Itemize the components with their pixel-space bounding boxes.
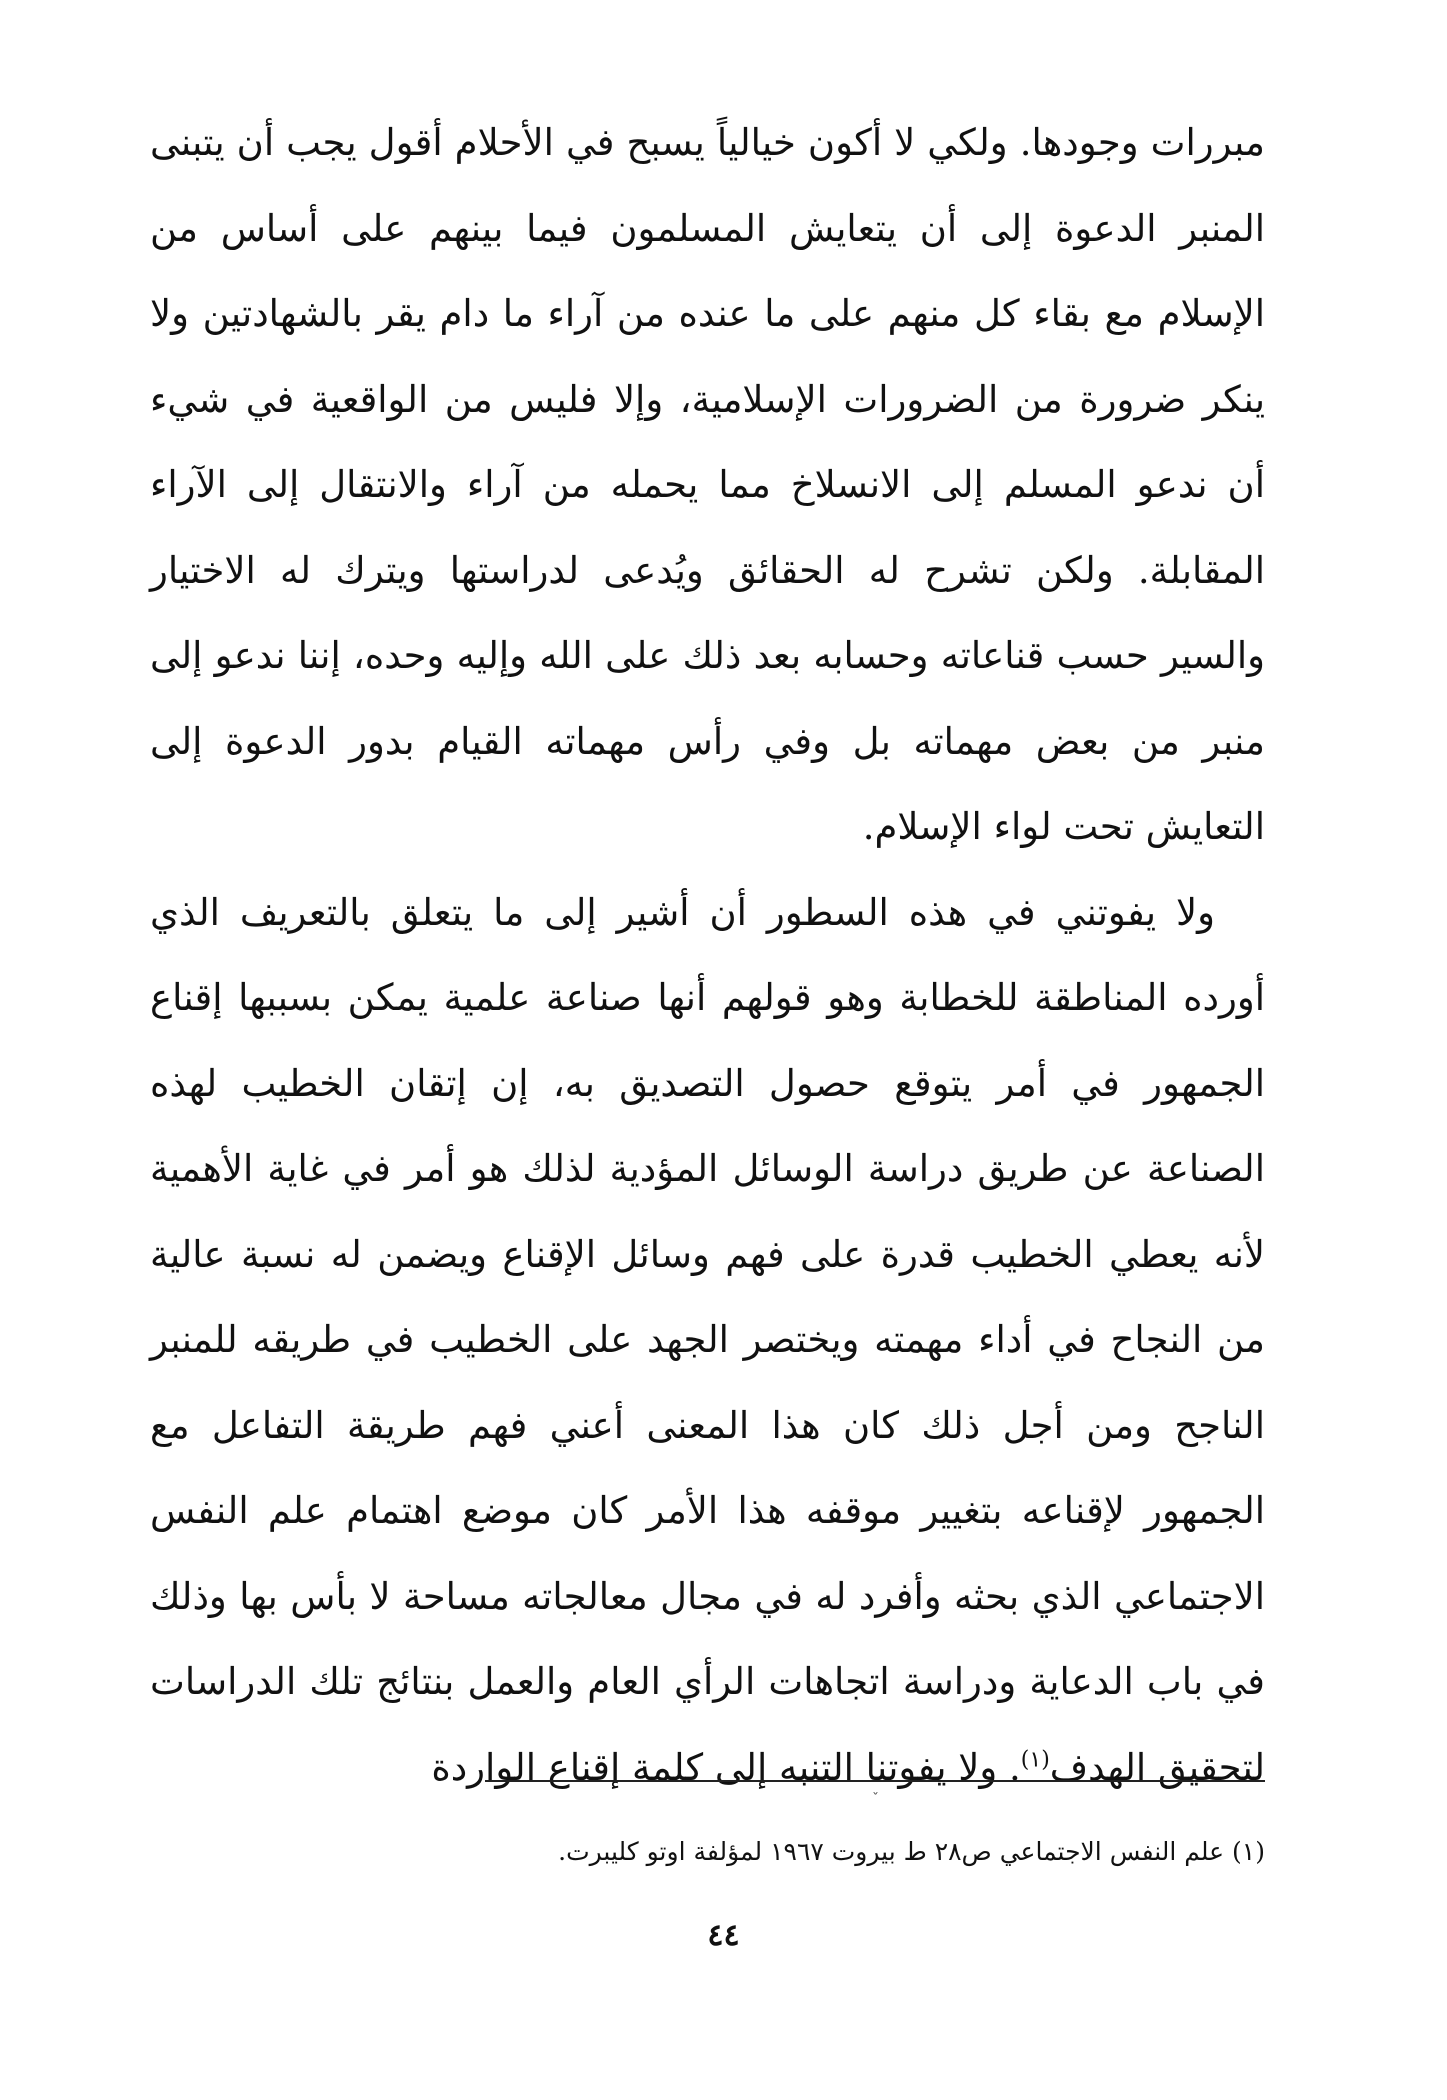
page-number: ٤٤ [707,1918,740,1953]
paragraph-text: مبررات وجودها. ولكي لا أكون خيالياً يسبح في الأحلام أقول يجب أن يتبنى المنبر الدعوة إلى أن يتعايش المسلمون فيما بينهم على أساس من الإسلام مع بقاء كل منهم على ما عنده من آراء ما دام يقر بالشهادتين ولا ينكر ضرورة من الضرورات الإسلامية، وإلا فليس من الواقعية في شيء أن ندعو المسلم إلى الانسلاخ مما يحمله من آراء والانتقال إلى الآراء المقابلة. ولكن تشرح له الحقائق ويُدعى لدراستها ويترك له الاختيار والسير حسب قناعاته وحسابه بعد ذلك على الله وإليه وحده، إننا ندعو إلى منبر من بعض مهماته بل وفي رأس مهماته القيام بدور الدعوة إلى التعايش تحت لواء الإسلام. [150,121,1265,848]
footnote-separator [150,1780,1265,1807]
paragraph-text: . ولا يفوتنا التنبه إلى كلمة إقناع الواردة [431,1745,1021,1789]
footnote-text: (١) علم النفس الاجتماعي ص٢٨ ط بيروت ١٩٦٧ لمؤلفة اوتو كليبرت. [558,1837,1265,1866]
footnote-reference[interactable]: (١) [1020,1747,1050,1773]
paragraph [150,100,1265,870]
paragraph [150,870,1265,1811]
rule-mark: ˇ [872,1791,879,1807]
paragraph-text: ولا يفوتني في هذه السطور أن أشير إلى ما يتعلق بالتعريف الذي أورده المناطقة للخطابة وهو قولهم أنها صناعة علمية يمكن بسببها إقناع الجمهور في أمر يتوقع حصول التصديق به، إن إتقان الخطيب لهذه الصناعة عن طريق دراسة الوسائل المؤدية لذلك هو أمر في غاية الأهمية لأنه يعطي الخطيب قدرة على فهم وسائل الإقناع ويضمن له نسبة عالية من النجاح في أداء مهمته ويختصر الجهد على الخطيب في طريقه للمنبر الناجح ومن أجل ذلك كان هذا المعنى أعني فهم طريقة التفاعل مع الجمهور لإقناعه بتغيير موقفه هذا الأمر كان موضع اهتمام علم النفس الاجتماعي الذي بحثه وأفرد له في مجال معالجاته مساحة لا بأس بها وذلك في باب الدعاية ودراسة اتجاهات الرأي العام والعمل بنتائج تلك الدراسات لتحقيق الهدف [150,890,1265,1789]
footnote-rule [485,1780,1265,1782]
page-body [150,100,1265,1810]
footnote [150,1832,1265,1872]
